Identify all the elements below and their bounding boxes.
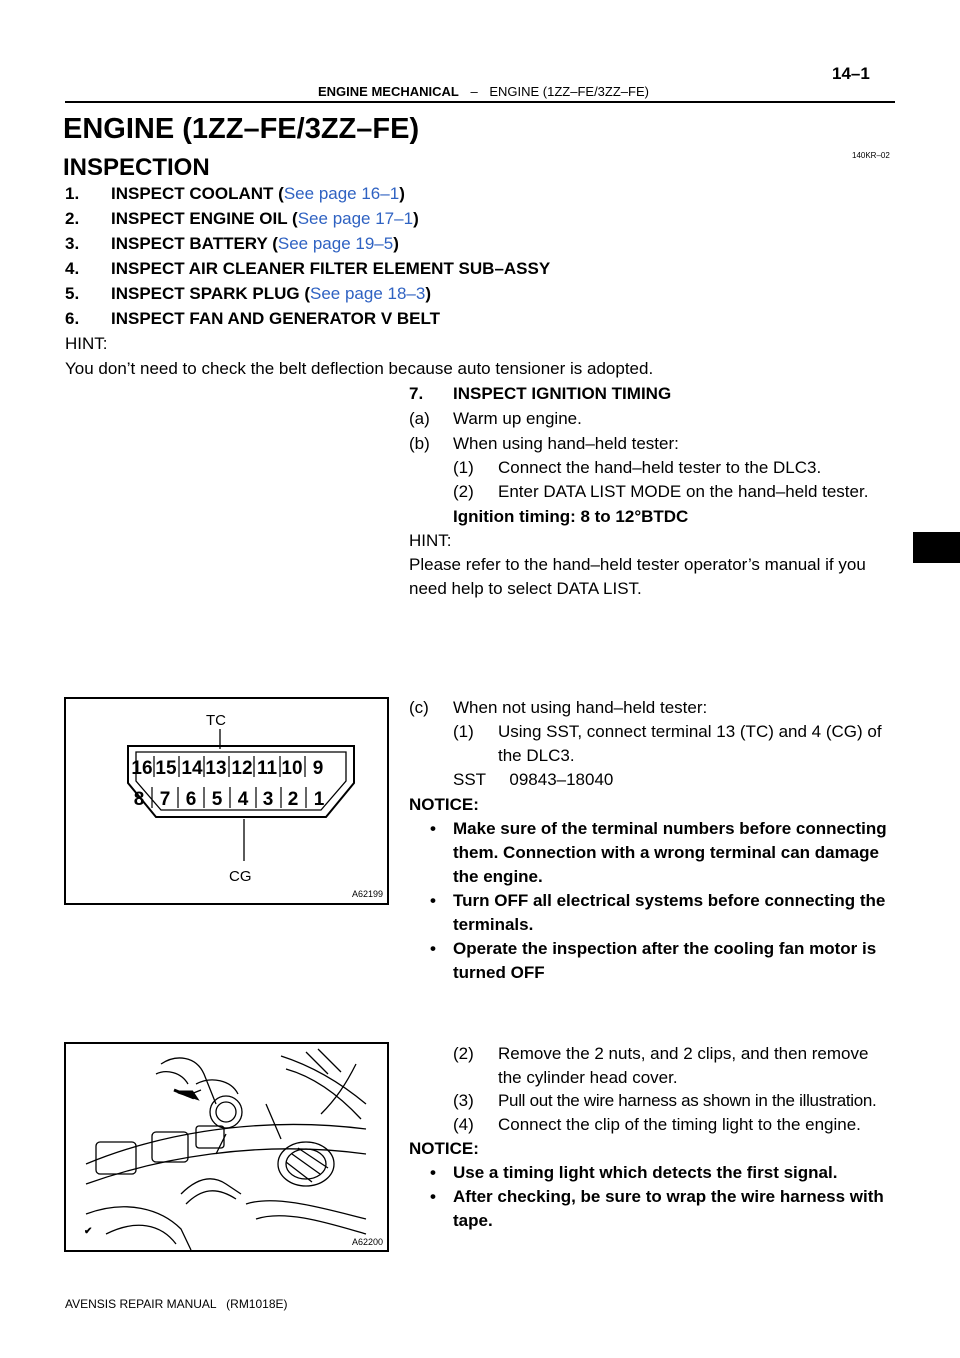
- step-text: INSPECT FAN AND GENERATOR V BELT: [111, 309, 441, 328]
- substep-b1: [453, 457, 821, 479]
- pin-label: 13: [205, 758, 227, 779]
- notice2-item-1: Use a timing light which detects the first signal.: [453, 1163, 838, 1182]
- substep-text: Enter DATA LIST MODE on the hand–held tester.: [498, 482, 869, 501]
- step-3: [65, 233, 399, 255]
- step-text: INSPECT COOLANT (: [111, 184, 284, 203]
- substep-c1: [453, 721, 882, 743]
- notice-item-3-line1: Operate the inspection after the cooling fan motor is: [453, 939, 877, 958]
- running-header: [318, 84, 649, 99]
- step-text-end: ): [393, 234, 399, 253]
- step-6: [65, 308, 440, 330]
- hint-text-line2: need help to select DATA LIST.: [409, 579, 642, 598]
- step-text-end: ): [399, 184, 405, 203]
- tc-label: TC: [206, 712, 226, 729]
- notice2-item-2-line1: After checking, be sure to wrap the wire harness with: [453, 1187, 884, 1206]
- substep-b2: [453, 481, 868, 503]
- arrow-icon: [174, 1090, 196, 1098]
- substep-label: (4): [453, 1115, 474, 1134]
- substep-label: (c): [409, 698, 429, 717]
- notice-item-1-line2: them. Connection with a wrong terminal can damage: [453, 843, 880, 862]
- notice-item-1-line1: Make sure of the terminal numbers before connecting: [453, 819, 887, 838]
- substep-text: Using SST, connect terminal 13 (TC) and 4 (CG) of: [498, 722, 882, 741]
- page-number: 14–1: [832, 64, 870, 83]
- step-number: 1.: [65, 184, 80, 203]
- step-text-end: ): [413, 209, 419, 228]
- spec-value: Ignition timing: 8 to 12°BTDC: [453, 507, 689, 526]
- step-text: INSPECT SPARK PLUG (: [111, 284, 310, 303]
- notice-item-3-line2: turned OFF: [453, 963, 545, 982]
- step-5: [65, 283, 431, 305]
- step-1: [65, 183, 405, 205]
- section-heading: INSPECTION: [63, 154, 210, 181]
- substep-a: [409, 408, 582, 430]
- step-text: INSPECT BATTERY (: [111, 234, 278, 253]
- header-section: ENGINE MECHANICAL: [318, 84, 459, 99]
- step-number: 7.: [409, 384, 424, 403]
- pin-label: 8: [133, 789, 145, 810]
- substep-text: Remove the 2 nuts, and 2 clips, and then remove: [498, 1044, 869, 1063]
- figure-engine: [64, 1042, 389, 1252]
- substep-text: When using hand–held tester:: [453, 434, 679, 453]
- dlc3-diagram: [66, 699, 387, 903]
- hint-text-line1: Please refer to the hand–held tester operator’s manual if you: [409, 555, 866, 574]
- substep-label: (1): [453, 722, 474, 741]
- page-link[interactable]: See page 18–3: [309, 284, 426, 303]
- substep-c2: [453, 1043, 868, 1065]
- pin-label: 14: [181, 758, 203, 779]
- step-7: [409, 383, 671, 405]
- header-subsection: ENGINE (1ZZ–FE/3ZZ–FE): [489, 84, 649, 99]
- pin-label: 4: [237, 789, 249, 810]
- substep-c2-line2: the cylinder head cover.: [498, 1068, 678, 1087]
- notice-label: NOTICE:: [409, 795, 479, 814]
- spacer: [109, 722, 111, 724]
- hint-label: HINT:: [65, 334, 108, 353]
- figure-id: A62199: [352, 889, 384, 899]
- notice-item-2-line1: Turn OFF all electrical systems before connecting the: [453, 891, 886, 910]
- doc-id: 140KR–02: [852, 151, 890, 160]
- figure-dlc3: [64, 697, 389, 905]
- engine-linework: [86, 1049, 366, 1250]
- bullet: •: [430, 939, 436, 958]
- step-number: 4.: [65, 259, 80, 278]
- pin-label: 15: [155, 758, 177, 779]
- substep-label: (b): [409, 434, 430, 453]
- notice-item-1-line3: the engine.: [453, 867, 543, 886]
- notice-item-2-line2: terminals.: [453, 915, 534, 934]
- header-separator: –: [470, 84, 478, 99]
- step-text: INSPECT AIR CLEANER FILTER ELEMENT SUB–ASSY: [111, 259, 551, 278]
- notice2-item-2-line2: tape.: [453, 1211, 493, 1230]
- pin-label: 6: [185, 789, 197, 810]
- bullet: •: [430, 819, 436, 838]
- step-text: INSPECT IGNITION TIMING: [453, 384, 672, 403]
- substep-text: Connect the hand–held tester to the DLC3.: [498, 458, 822, 477]
- step-number: 2.: [65, 209, 80, 228]
- pin-label: 11: [256, 758, 278, 779]
- bullet: •: [430, 1163, 436, 1182]
- pin-label: 16: [131, 758, 153, 779]
- substep-text: Pull out the wire harness as shown in the illustration.: [498, 1091, 877, 1110]
- step-number: 3.: [65, 234, 80, 253]
- step-number: 5.: [65, 284, 80, 303]
- page-link[interactable]: See page 19–5: [277, 234, 394, 253]
- substep-b: [409, 433, 679, 455]
- stamp-mark: ✔: [84, 1226, 93, 1237]
- substep-label: (2): [453, 1044, 474, 1063]
- step-4: [65, 258, 550, 280]
- sst-number: SST 09843–18040: [453, 770, 614, 789]
- cg-label: CG: [229, 868, 252, 885]
- pin-label: 9: [312, 758, 324, 779]
- header-rule: [65, 101, 895, 103]
- substep-text: When not using hand–held tester:: [453, 698, 708, 717]
- substep-text: Warm up engine.: [453, 409, 582, 428]
- substep-label: (2): [453, 482, 474, 501]
- substep-c4: [453, 1114, 861, 1136]
- pin-label: 10: [281, 758, 303, 779]
- substep-c: [409, 697, 707, 719]
- footer: AVENSIS REPAIR MANUAL (RM1018E): [65, 1297, 288, 1311]
- substep-c3: [453, 1090, 877, 1112]
- section-tab: [913, 532, 960, 563]
- pin-label: 12: [231, 758, 253, 779]
- substep-label: (a): [409, 409, 430, 428]
- pin-label: 3: [262, 789, 274, 810]
- step-text: INSPECT ENGINE OIL (: [111, 209, 298, 228]
- notice-label: NOTICE:: [409, 1139, 479, 1158]
- pin-label: 2: [287, 789, 299, 810]
- hint-text: You don’t need to check the belt deflection because auto tensioner is adopted.: [65, 359, 654, 378]
- substep-label: (1): [453, 458, 474, 477]
- pin-label: 5: [211, 789, 223, 810]
- substep-label: (3): [453, 1091, 474, 1110]
- step-2: [65, 208, 419, 230]
- page-link[interactable]: See page 16–1: [283, 184, 400, 203]
- figure-id: A62200: [352, 1237, 384, 1247]
- step-text-end: ): [425, 284, 431, 303]
- bullet: •: [430, 891, 436, 910]
- engine-illustration: [66, 1044, 387, 1250]
- substep-c1-line2: the DLC3.: [498, 746, 575, 765]
- page-link[interactable]: See page 17–1: [297, 209, 414, 228]
- pin-label: 1: [313, 789, 325, 810]
- page-title: ENGINE (1ZZ–FE/3ZZ–FE): [63, 113, 420, 145]
- hint-label: HINT:: [409, 531, 452, 550]
- step-number: 6.: [65, 309, 80, 328]
- bullet: •: [430, 1187, 436, 1206]
- pin-label: 7: [159, 789, 171, 810]
- substep-text: Connect the clip of the timing light to the engine.: [498, 1115, 861, 1134]
